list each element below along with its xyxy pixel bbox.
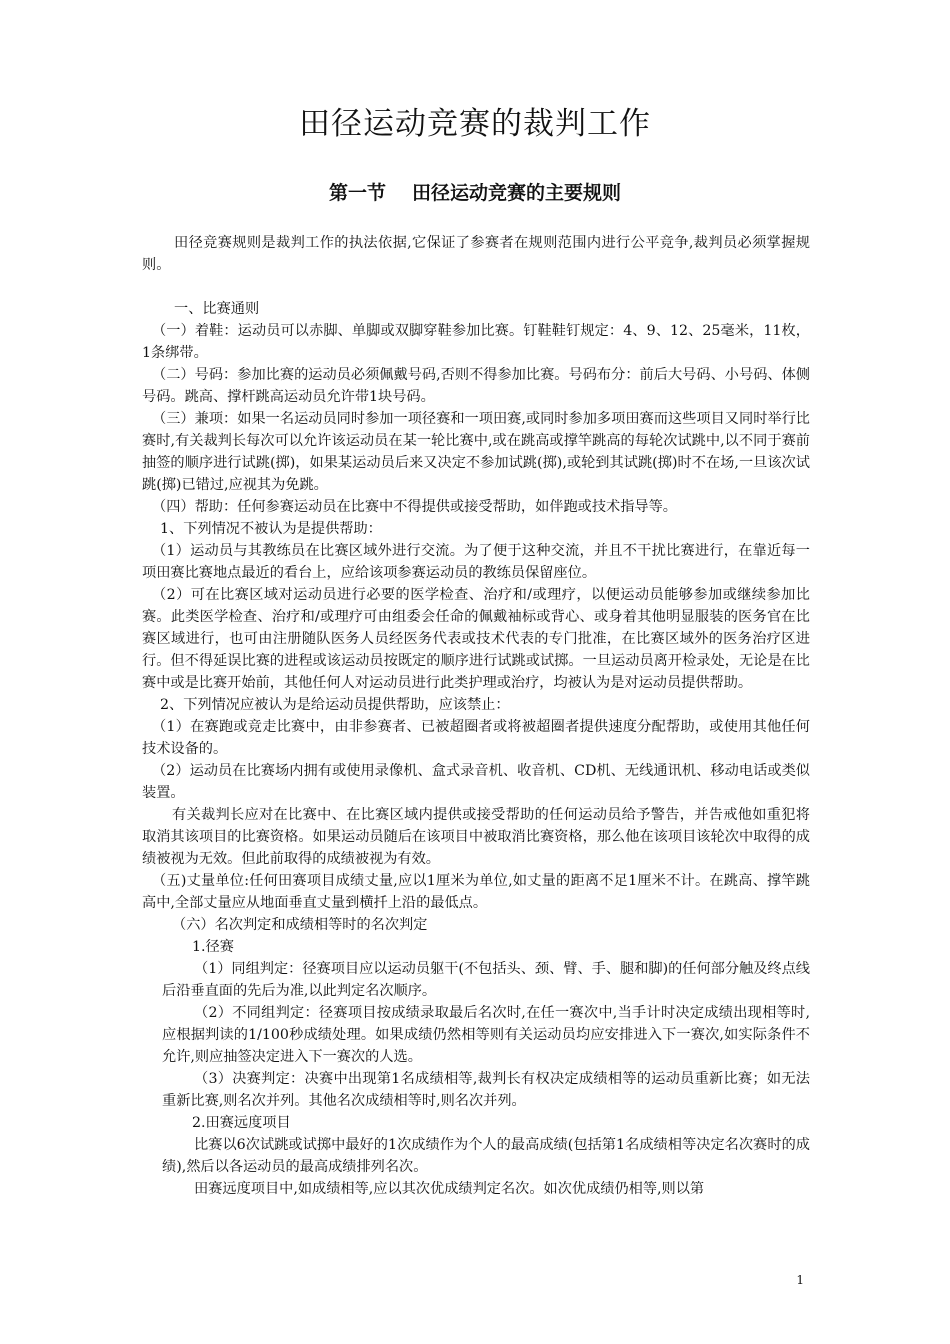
paragraph-six-attempts: 比赛以6次试跳或试掷中最好的1次成绩作为个人的最高成绩(包括第1名成绩相等决定名次赛时的成绩),然后以各运动员的最高成绩排列名次。 — [162, 1137, 810, 1175]
body-text — [142, 232, 810, 1200]
heading-placings: （六）名次判定和成绩相等时的名次判定 — [172, 917, 428, 933]
paragraph-measurement: （五)丈量单位:任何田赛项目成绩丈量,应以1厘米为单位,如丈量的距离不足1厘米不计。在跳高、撑竿跳高中,全部丈量应从地面垂直丈量到横扦上沿的最低点。 — [142, 873, 810, 911]
section-heading — [0, 180, 950, 206]
paragraph-assistance: （四）帮助：任何参赛运动员在比赛中不得提供或接受帮助，如伴跑或技术指导等。 — [152, 499, 677, 515]
paragraph-same-heat: （1）同组判定：径赛项目应以运动员躯干(不包括头、颈、臂、手、腿和脚)的任何部分触及终点线后沿垂直面的先后为准,以此判定名次顺序。 — [162, 961, 810, 999]
document-title: 田径运动竞赛的裁判工作 — [299, 106, 651, 142]
section-number: 第一节 — [328, 182, 386, 204]
subheading-field-distance: 2.田赛远度项目 — [192, 1115, 291, 1131]
intro-paragraph: 田径竞赛规则是裁判工作的执法依据,它保证了参赛者在规则范围内进行公平竞争,裁判员必须掌握规则。 — [142, 235, 810, 273]
paragraph-coach-communication: （1）运动员与其教练员在比赛区域外进行交流。为了便于这种交流，并且不干扰比赛进行，在靠近每一项田赛比赛地点最近的看台上，应给该项参赛运动员的教练员保留座位。 — [142, 543, 810, 581]
paragraph-ties: 田赛远度项目中,如成绩相等,应以其次优成绩判定名次。如次优成绩仍相等,则以第 — [194, 1181, 705, 1197]
paragraph-numbers: （二）号码：参加比赛的运动员必须佩戴号码,否则不得参加比赛。号码布分：前后大号码、小号码、体侧号码。跳高、撑杆跳高运动员允许带1块号码。 — [142, 367, 810, 405]
paragraph-multiple-events: （三）兼项：如果一名运动员同时参加一项径赛和一项田赛,或同时参加多项田赛而这些项目又同时举行比赛时,有关裁判长每次可以允许该运动员在某一轮比赛中,或在跳高或撑竿跳高的每轮次试跳中,以不同于赛前抽签的顺序进行试跳(掷)，如果某运动员后来又决定不参加试跳(掷),或轮到其试跳(掷)时不在场,一旦该次试跳(掷)已错过,应视其为免跳。 — [142, 411, 810, 493]
subheading-track: 1.径赛 — [192, 939, 234, 955]
subheading-not-assistance: 1、下列情况不被认为是提供帮助： — [160, 521, 382, 537]
paragraph-referee-warning: 有关裁判长应对在比赛中、在比赛区域内提供或接受帮助的任何运动员给予警告，并告戒他如重犯将取消其该项目的比赛资格。如果运动员随后在该项目中被取消比赛资格，那么他在该项目该轮次中取得的成绩被视为无效。但此前取得的成绩被视为有效。 — [142, 807, 810, 867]
heading-general-rules: 一、比赛通则 — [174, 301, 260, 317]
section-title: 田径运动竞赛的主要规则 — [412, 182, 622, 204]
page-number: 1 — [796, 1273, 804, 1287]
paragraph-shoes: （一）着鞋：运动员可以赤脚、单脚或双脚穿鞋参加比赛。钉鞋鞋钉规定：4、9、12、25毫米，11枚，1条绑带。 — [142, 323, 810, 361]
paragraph-devices: （2）运动员在比赛场内拥有或使用录像机、盒式录音机、收音机、CD机、无线通讯机、移动电话或类似装置。 — [142, 763, 810, 801]
paragraph-pacing: （1）在赛跑或竞走比赛中，由非参赛者、已被超圈者或将被超圈者提供速度分配帮助，或使用其他任何技术设备的。 — [142, 719, 810, 757]
subheading-prohibited-assistance: 2、下列情况应被认为是给运动员提供帮助，应该禁止： — [160, 697, 510, 713]
paragraph-final: （3）决赛判定：决赛中出现第1名成绩相等,裁判长有权决定成绩相等的运动员重新比赛；如无法重新比赛,则名次并列。其他名次成绩相等时,则名次并列。 — [162, 1071, 810, 1109]
paragraph-different-heats: （2）不同组判定：径赛项目按成绩录取最后名次时,在任一赛次中,当手计时决定成绩出现相等时,应根据判读的1/100秒成绩处理。如果成绩仍然相等则有关运动员均应安排进入下一赛次,如实际条件不允许,则应抽签决定进入下一赛次的人选。 — [162, 1005, 810, 1065]
paragraph-medical: （2）可在比赛区域对运动员进行必要的医学检查、治疗和/或理疗，以便运动员能够参加或继续参加比赛。此类医学检查、治疗和/或理疗可由组委会任命的佩戴袖标或背心、或身着其他明显服装的医务官在比赛区域进行，也可由注册随队医务人员经医务代表或技术代表的专门批准，在比赛区域外的医务治疗区进行。但不得延误比赛的进程或该运动员按既定的顺序进行试跳或试掷。一旦运动员离开检录处，无论是在比赛中或是比赛开始前，其他任何人对运动员进行此类护理或治疗，均被认为是对运动员提供帮助。 — [142, 587, 810, 691]
paragraph-gap — [142, 276, 810, 298]
